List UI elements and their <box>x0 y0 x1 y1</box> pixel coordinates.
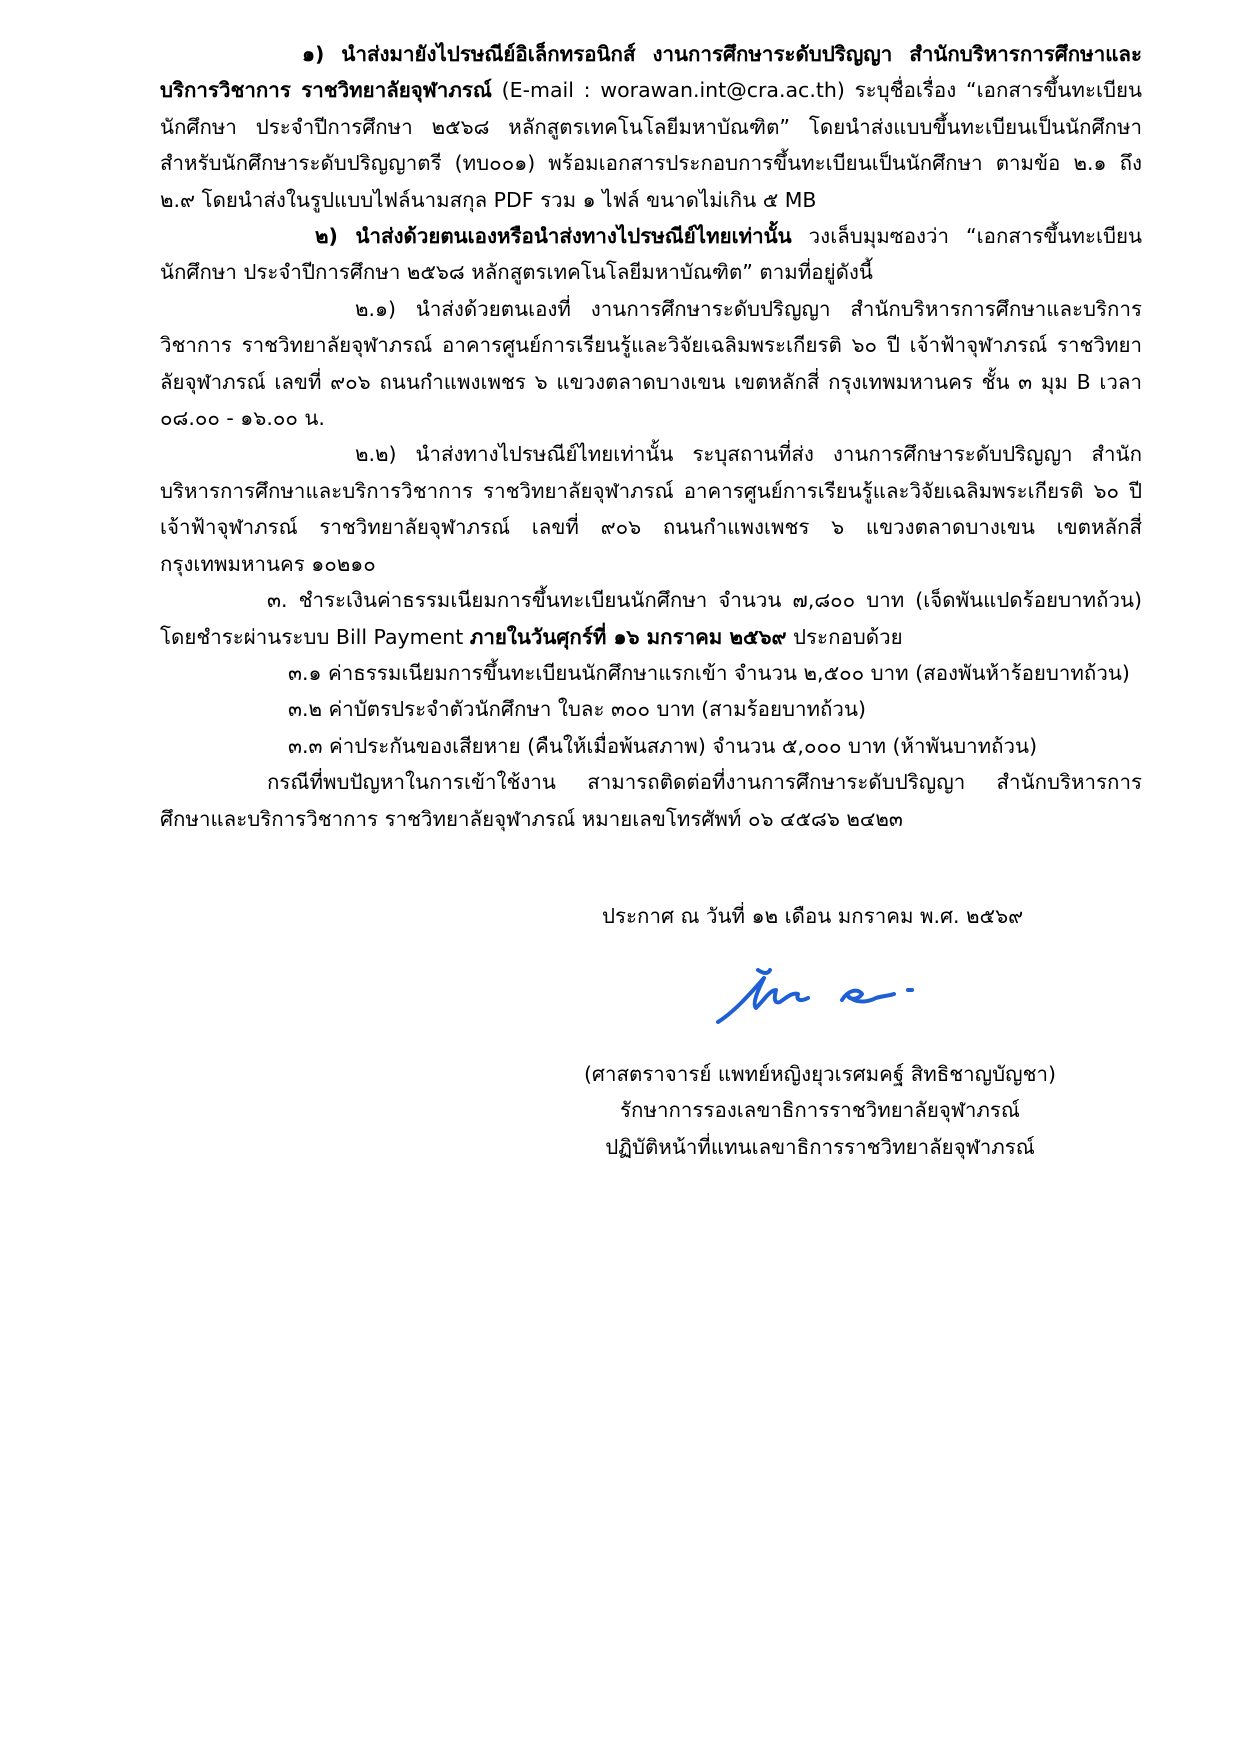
document-body <box>160 36 1142 837</box>
item-2-lead: ๒) นำส่งด้วยตนเองหรือนำส่งทางไปรษณีย์ไทยเท่านั้น <box>315 224 792 249</box>
signer-title: ปฏิบัติหน้าที่แทนเลขาธิการราชวิทยาลัยจุฬาภรณ์ <box>605 1134 1035 1159</box>
paragraph-item-2 <box>160 218 1142 291</box>
signer-block <box>540 1056 1100 1165</box>
fee-item: ๓.๒ ค่าบัตรประจำตัวนักศึกษา ใบละ ๓๐๐ บาท (สามร้อยบาทถ้วน) <box>288 697 866 722</box>
announcement-date: ประกาศ ณ วันที่ ๑๒ เดือน มกราคม พ.ศ. ๒๕๖๙ <box>602 904 1024 928</box>
item-3-text: ๓. ชำระเงินค่าธรรมเนียมการขึ้นทะเบียนนักศึกษา จำนวน ๗,๘๐๐ บาท (เจ็ดพันแปดร้อยบาทถ้วน) โดยชำระผ่านระบบ Bill Payment <box>160 588 1142 649</box>
paragraph-item-3 <box>160 582 1142 655</box>
paragraph-item-2-2: ๒.๒) นำส่งทางไปรษณีย์ไทยเท่านั้น ระบุสถานที่ส่ง งานการศึกษาระดับปริญญา สำนักบริหารการศึกษาและบริการวิชาการ ราชวิทยาลัยจุฬาภรณ์ อาคารศูนย์การเรียนรู้และวิจัยเฉลิมพระเกียรติ ๖๐ ปี เจ้าฟ้าจุฬาภรณ์ ราชวิทยาลัยจุฬาภรณ์ เลขที่ ๙๐๖ ถนนกำแพงเพชร ๖ แขวงตลาดบางเขน เขตหลักสี่ กรุงเทพมหานคร ๑๐๒๑๐ <box>160 442 1142 576</box>
fee-item: ๓.๑ ค่าธรรมเนียมการขึ้นทะเบียนนักศึกษาแรกเข้า จำนวน ๒,๕๐๐ บาท (สองพันห้าร้อยบาทถ้วน) <box>288 660 1130 685</box>
item-2-text: วงเล็บมุมซองว่า “เอกสารขึ้นทะเบียนนักศึกษา ประจำปีการศึกษา ๒๕๖๘ หลักสูตรเทคโนโลยีมหาบัณฑิต” ตามที่อยู่ดังนี้ <box>160 224 1143 285</box>
fee-item: ๓.๓ ค่าประกันของเสียหาย (คืนให้เมื่อพ้นสภาพ) จำนวน ๕,๐๐๐ บาท (ห้าพันบาทถ้วน) <box>288 733 1038 758</box>
paragraph-item-2-1: ๒.๑) นำส่งด้วยตนเองที่ งานการศึกษาระดับปริญญา สำนักบริหารการศึกษาและบริการวิชาการ ราชวิทยาลัยจุฬาภรณ์ อาคารศูนย์การเรียนรู้และวิจัยเฉลิมพระเกียรติ ๖๐ ปี เจ้าฟ้าจุฬาภรณ์ ราชวิทยาลัยจุฬาภรณ์ เลขที่ ๙๐๖ ถนนกำแพงเพชร ๖ แขวงตลาดบางเขน เขตหลักสี่ กรุงเทพมหานคร ชั้น ๓ มุม B เวลา ๐๘.๐๐ - ๑๖.๐๐ น. <box>160 296 1142 431</box>
paragraph-item-1 <box>160 36 1142 218</box>
contact-paragraph: กรณีที่พบปัญหาในการเข้าใช้งาน สามารถติดต่อที่งานการศึกษาระดับปริญญา สำนักบริหารการศึกษาและบริการวิชาการ ราชวิทยาลัยจุฬาภรณ์ หมายเลขโทรศัพท์ ๐๖ ๔๕๘๖ ๒๔๒๓ <box>160 770 1142 831</box>
signer-name: (ศาสตราจารย์ แพทย์หญิงยุวเรศมคฐ์ สิทธิชาญบัญชา) <box>583 1062 1057 1086</box>
signer-title: รักษาการรองเลขาธิการราชวิทยาลัยจุฬาภรณ์ <box>620 1098 1020 1123</box>
item-1-text: (E-mail : worawan.int@cra.ac.th) ระบุชื่อเรื่อง “เอกสารขึ้นทะเบียนนักศึกษา ประจำปีการศึกษา ๒๕๖๘ หลักสูตรเทคโนโลยีมหาบัณฑิต” โดยนำส่งแบบขึ้นทะเบียนเป็นนักศึกษาสำหรับนักศึกษาระดับปริญญาตรี (ทบ๐๐๑) พร้อมเอกสารประกอบการขึ้นทะเบียนเป็นนักศึกษา ตามข้อ ๒.๑ ถึง ๒.๙ โดยนำส่งในรูปแบบไฟล์นามสกุล PDF รวม ๑ ไฟล์ ขนาดไม่เกิน ๕ MB <box>160 78 1142 212</box>
item-3-tail: ประกอบด้วย <box>786 624 903 649</box>
payment-deadline: ภายในวันศุกร์ที่ ๑๖ มกราคม ๒๕๖๙ <box>469 624 787 649</box>
item-1-lead: ๑) นำส่งมายังไปรษณีย์อิเล็กทรอนิกส์ งานการศึกษาระดับปริญญา สำนักบริหารการศึกษาและบริการวิชาการ ราชวิทยาลัยจุฬาภรณ์ <box>160 42 1142 103</box>
signature-image <box>712 960 932 1030</box>
